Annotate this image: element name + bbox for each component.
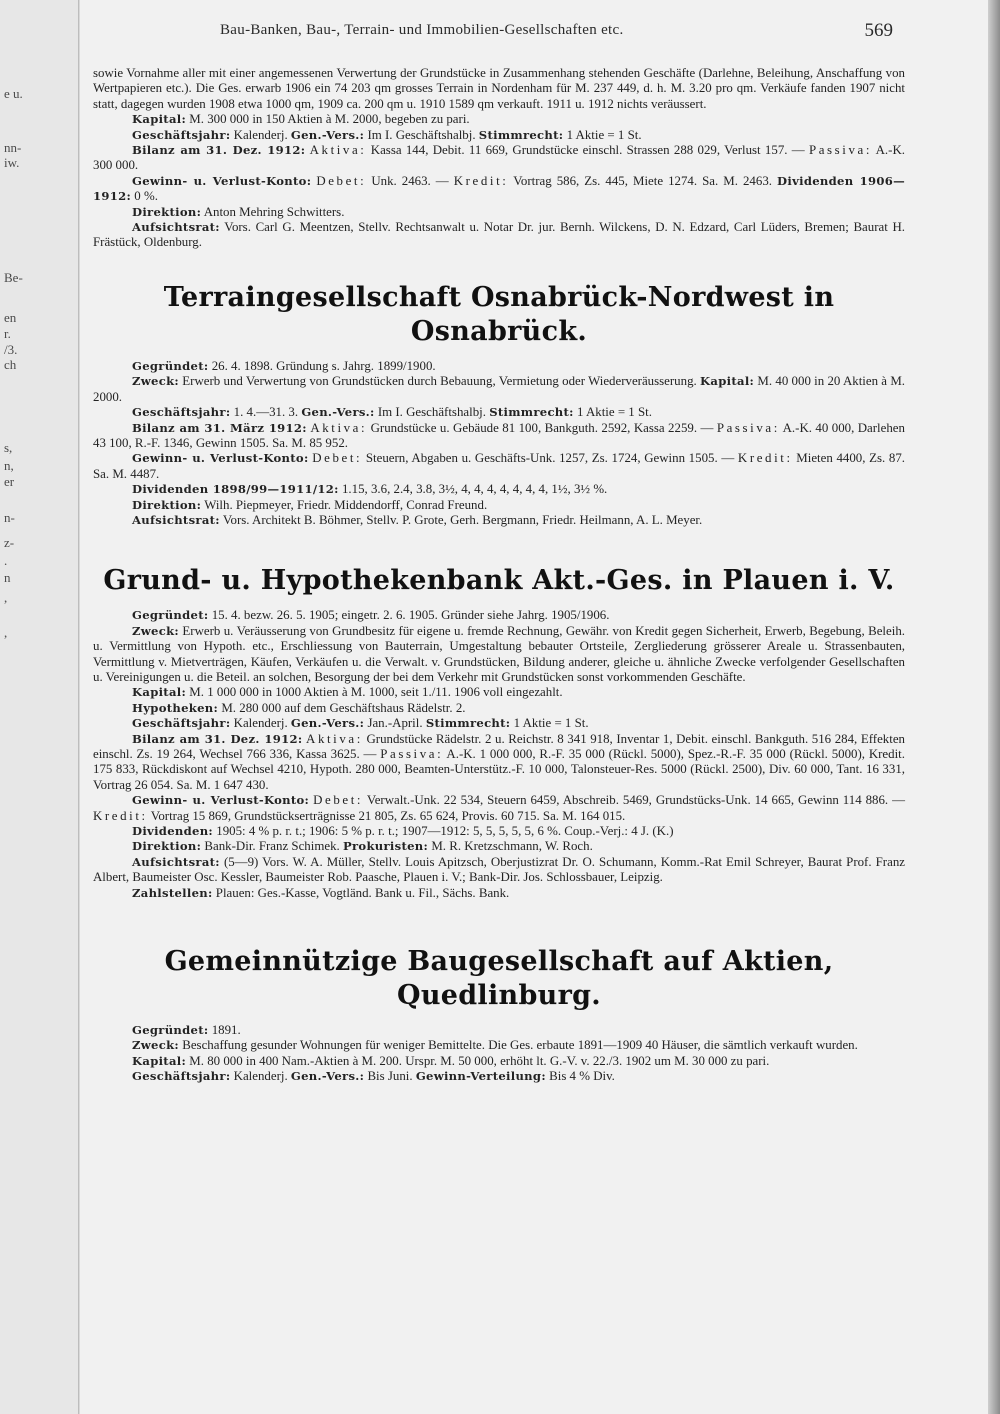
gegruendet-label: Gegründet: [132,608,209,623]
margin-fragment: n- [4,510,15,525]
gv-label: Gen.-Vers.: [290,716,365,731]
section-title-plauen: Grund- u. Hypothekenbank Akt.-Ges. in Plauen i. V. [103,565,895,597]
gj-text: Kalenderj. [233,127,288,142]
direktion-text: Bank-Dir. Franz Schimek. [204,839,340,854]
aktiva-word: Aktiva: [306,731,363,746]
aufsichtsrat-text: (5—9) Vors. W. A. Müller, Stellv. Louis Apitzsch, Oberjustizrat Dr. O. Schumann, Komm.-Rat Emil Schreyer, Baurat Prof. Franz Albert, Baumeister Osc. Kessler, Baumeister Rob. Paasche, Plauen i. V.; Bank-Dir. Jos. Schlossbauer, Leipzig. [93,854,905,885]
zweck-label: Zweck: [132,623,179,638]
bilanz-entry [93,732,905,794]
kredit-text: Vortrag 15 869, Grundstückserträgnisse 21 805, Zs. 65 624, Provis. 60 715. Sa. M. 164 015. [150,808,626,823]
direktion-label: Direktion: [132,497,202,512]
section-title-osnabrueck: Terraingesellschaft Osnabrück-Nordwest in Osnabrück. [163,281,835,347]
continuation-paragraph: sowie Vornahme aller mit einer angemessenen Verwertung der Grundstücke in Zusammenhang stehenden Geschäfte (Darlehne, Beleihung, Anschaffung von Wertpapieren etc.). Die Ges. erwarb 1906 ein 74 203 qm grosses Terrain in Nordenham für M. 237 449, d. h. M. 3.20 pro qm. Verkäufe fanden 1907 nicht statt, dagegen wurden 1908 etwa 1000 qm, 1909 ca. 200 qm u. 1910 1589 qm verkauft. 1911 u. 1912 nichts veräussert. [93,66,905,111]
kapital-label: Kapital: [132,112,187,127]
geschaeftsjahr-entry [93,716,905,731]
bilanz-entry [93,143,905,174]
direktion-entry [93,839,905,854]
gv-text: Im I. Geschäftshalbj. [367,127,476,142]
zweck-entry [93,374,905,405]
stimmrecht-label: Stimmrecht: [489,405,574,420]
gv-text: Bis Juni. [367,1069,413,1084]
direktion-text: Anton Mehring Schwitters. [203,204,345,219]
stimmrecht-label: Stimmrecht: [478,127,564,142]
margin-fragment: Be- [4,270,23,285]
gewinn-verteilung-label: Gewinn-Verteilung: [415,1069,546,1084]
direktion-label: Direktion: [132,204,202,219]
bilanz-entry [93,421,905,452]
passiva-text: A.-K. 300 000. [93,143,905,173]
geschaeftsjahr-entry [93,128,905,143]
direktion-entry [93,205,905,220]
gegruendet-label: Gegründet: [132,1023,209,1038]
margin-fragment: r. [4,326,11,341]
stimmrecht-text: 1 Aktie = 1 St. [577,405,652,420]
gv-label: Gen.-Vers.: [290,1069,365,1084]
aufsichtsrat-label: Aufsichtsrat: [132,512,220,527]
bilanz-label: Bilanz am 31. März 1912: [132,420,307,435]
kapital-text: M. 40 000 in 20 Aktien à M. 2000. [93,374,905,404]
dividenden-label: Dividenden 1898/99—1911/12: [132,482,339,497]
kapital-entry [93,112,905,127]
hypotheken-label: Hypotheken: [132,700,219,715]
kapital-label: Kapital: [132,1053,187,1068]
aktiva-text: Grundstücke u. Gebäude 81 100, Bankguth. 2592, Kassa 2259. — [370,420,714,435]
gegruendet-label: Gegründet: [132,358,209,373]
zweck-text: Erwerb u. Veräusserung von Grundbesitz für eigene u. fremde Rechnung, Gewähr. von Kredit gegen Sicherheit, Erwerb, Begebung, Beleih. u. Vermittlung von Hypoth. etc., Erschliessung von Bauterrain, Umgestaltung bebauter Ortsteile, Zergliederung grösserer Areale u. Strassenbauten, Vermittlung v. Mietverträgen, Käufen, Verkäufen u. die Verwalt. v. Grundstücken, Bildung anderer, gleiche u. ähnliche Zwecke verfolgender Gesellschaften u. Vereinigungen u. die Beteil. an solchen, Besorgung der bei dem Verkehr mit Grundstücken sonst vorkommenden Geschäfte. [93,623,905,684]
stimmrecht-text: 1 Aktie = 1 St. [513,716,589,731]
margin-fragment: er [4,474,15,489]
passiva-word: Passiva: [380,747,444,761]
gv-label: Gen.-Vers.: [290,127,365,142]
margin-fragment: z- [4,535,15,550]
passiva-text: A.-K. 1 000 000, R.-F. 35 000 (Rückl. 5000), Spez.-R.-F. 35 000 (Rückl. 5000), Kredit. 175 833, Rückdiskont auf Wechsel 4210, Hypoth. 280 000, Beamten-Unterstütz.-F. 10 000, Talonsteuer-Res. 5000 (Rückl. 2500), Div. 60 000, Tant. 16 331, Vortrag 26 054. Sa. M. 1 647 430. [93,747,905,792]
margin-fragment: /3. [4,342,18,357]
page-body [93,66,905,1085]
page-number: 569 [864,20,893,41]
prokuristen-label: Prokuristen: [342,839,429,854]
passiva-word: Passiva: [808,143,873,158]
debet-word: Debet: [312,451,363,466]
gewinn-label: Gewinn- u. Verlust-Konto: [132,451,309,466]
zweck-text: Beschaffung gesunder Wohnungen für weniger Bemittelte. Die Ges. erbaute 1891—1909 40 Häuser, die sämtlich verkauft wurden. [182,1038,858,1053]
stimmrecht-label: Stimmrecht: [425,716,511,731]
gegruendet-entry [93,608,905,623]
debet-text: Verwalt.-Unk. 22 534, Steuern 6459, Abschreib. 5469, Grundstücks-Unk. 14 665, Gewinn 114 886. — [366,793,906,808]
margin-fragment: ch [4,357,17,372]
gj-label: Geschäftsjahr: [132,405,231,420]
zweck-entry [93,1038,905,1053]
zweck-text: Erwerb und Verwertung von Grundstücken durch Bebauung, Vermietung oder Wiederveräusserung. [182,374,697,389]
direktion-entry [93,498,905,513]
passiva-text: A.-K. 40 000, Darlehen 43 100, R.-F. 1346, Gewinn 1505. Sa. M. 85 952. [93,420,905,450]
gewinn-entry [93,793,905,824]
aktiva-word: Aktiva: [309,143,367,158]
zweck-label: Zweck: [132,374,179,389]
margin-fragment: iw. [4,155,20,170]
bilanz-label: Bilanz am 31. Dez. 1912: [132,731,303,746]
gewinn-label: Gewinn- u. Verlust-Konto: [132,173,312,188]
dividenden-label: Dividenden 1906—1912: [93,173,905,204]
hypotheken-text: M. 280 000 auf dem Geschäftshaus Rädelstr. 2. [221,700,466,715]
gj-label: Geschäftsjahr: [132,1069,231,1084]
gewinn-entry [93,174,905,205]
running-header-title: Bau-Banken, Bau-, Terrain- und Immobilien-Gesellschaften etc. [220,22,624,38]
aufsichtsrat-entry [93,220,905,251]
dividenden-entry [93,824,905,839]
kredit-word: Kredit: [737,451,793,466]
gv-label: Gen.-Vers.: [301,405,375,420]
aktiva-text: Kassa 144, Debit. 11 669, Grundstücke einschl. Strassen 288 029, Verlust 157. — [370,143,805,158]
kredit-word: Kredit: [453,173,509,188]
margin-fragment: , [4,590,8,605]
margin-fragment: . [4,553,8,568]
margin-fragment: n [4,570,11,585]
gewinn-entry [93,451,905,482]
margin-fragment: en [4,310,17,325]
gewinn-verteilung-text: Bis 4 % Div. [549,1069,615,1084]
kredit-word: Kredit: [93,808,148,823]
direktion-label: Direktion: [132,839,202,854]
zweck-entry [93,624,905,686]
aktiva-word: Aktiva: [310,420,368,435]
gj-text: Kalenderj. [233,1069,288,1084]
stimmrecht-text: 1 Aktie = 1 St. [566,127,642,142]
prokuristen-text: M. R. Kretzschmann, W. Roch. [431,839,593,854]
kapital-label: Kapital: [132,685,187,700]
gegruendet-entry [93,1023,905,1038]
zahlstellen-entry [93,886,905,901]
kapital-text: M. 1 000 000 in 1000 Aktien à M. 1000, seit 1./11. 1906 voll eingezahlt. [189,685,563,700]
margin-fragment: s, [4,440,13,455]
gewinn-label: Gewinn- u. Verlust-Konto: [132,793,310,808]
hypotheken-entry [93,701,905,716]
margin-fragment: nn- [4,140,22,155]
adjacent-page-margin [0,0,79,1414]
bilanz-label: Bilanz am 31. Dez. 1912: [132,143,306,158]
aufsichtsrat-label: Aufsichtsrat: [132,854,220,869]
kapital-text: M. 80 000 in 400 Nam.-Aktien à M. 200. Urspr. M. 50 000, erhöht lt. G.-V. v. 22./3. 1902 um M. 30 000 zu pari. [189,1053,770,1068]
debet-word: Debet: [313,793,364,808]
gj-text: 1. 4.—31. 3. [233,405,299,420]
debet-text: Steuern, Abgaben u. Geschäfts-Unk. 1257, Zs. 1724, Gewinn 1505. — [365,451,735,466]
passiva-word: Passiva: [716,420,780,435]
margin-fragment: , [4,625,8,640]
section-title-quedlinburg: Gemeinnützige Baugesellschaft auf Aktien, Quedlinburg. [164,946,834,1012]
kapital-text: M. 300 000 in 150 Aktien à M. 2000, begeben zu pari. [189,112,470,127]
zweck-label: Zweck: [132,1038,179,1053]
dividenden-label: Dividenden: [132,824,214,839]
dividenden-entry [93,482,905,497]
gegruendet-text: 26. 4. 1898. Gründung s. Jahrg. 1899/1900. [211,358,436,373]
kredit-text: Vortrag 586, Zs. 445, Miete 1274. Sa. M. 2463. [513,173,772,188]
aktiva-text: Grundstücke Rädelstr. 2 u. Reichstr. 8 341 918, Inventar 1, Debit. einschl. Bankguth. 516 284, Effekten einschl. Zs. 19 264, Wechsel 766 336, Kassa 3625. — [93,731,905,761]
aufsichtsrat-entry [93,855,905,886]
debet-text: Unk. 2463. — [371,173,449,188]
gegruendet-text: 1891. [211,1023,241,1038]
gegruendet-text: 15. 4. bezw. 26. 5. 1905; eingetr. 2. 6. 1905. Gründer siehe Jahrg. 1905/1906. [211,608,610,623]
zahlstellen-label: Zahlstellen: [132,885,213,900]
margin-fragment: n, [4,458,14,473]
kredit-text: Mieten 4400, Zs. 87. Sa. M. 4487. [93,451,906,481]
gj-label: Geschäftsjahr: [132,127,231,142]
gj-text: Kalenderj. [233,716,288,731]
running-header [80,22,988,44]
kapital-entry [93,1054,905,1069]
gv-text: Im I. Geschäftshalbj. [377,405,486,420]
dividenden-text: 0 %. [134,189,158,204]
aufsichtsrat-label: Aufsichtsrat: [132,220,220,235]
aufsichtsrat-text: Vors. Carl G. Meentzen, Stellv. Rechtsanwalt u. Notar Dr. jur. Bernh. Wilckens, D. N. Edzard, Carl Lüders, Bremen; Baurat H. Frästück, Oldenburg. [93,220,905,250]
kapital-entry [93,685,905,700]
dividenden-text: 1905: 4 % p. r. t.; 1906: 5 % p. r. t.; 1907—1912: 5, 5, 5, 5, 5, 6 %. Coup.-Verj.: 4 J. (K.) [216,824,674,839]
margin-fragment: e u. [4,86,23,101]
page-edge-shadow [988,0,1000,1414]
kapital-label: Kapital: [700,374,755,389]
aufsichtsrat-entry [93,513,905,528]
book-page [80,0,988,1414]
debet-word: Debet: [316,173,367,188]
gj-label: Geschäftsjahr: [132,716,231,731]
aufsichtsrat-text: Vors. Architekt B. Böhmer, Stellv. P. Grote, Gerh. Bergmann, Friedr. Heilmann, A. L. Meyer. [222,512,703,527]
gegruendet-entry [93,359,905,374]
direktion-text: Wilh. Piepmeyer, Friedr. Middendorff, Conrad Freund. [204,497,488,512]
geschaeftsjahr-entry [93,1069,905,1084]
zahlstellen-text: Plauen: Ges.-Kasse, Vogtländ. Bank u. Fil., Sächs. Bank. [215,885,510,900]
geschaeftsjahr-entry [93,405,905,420]
gv-text: Jan.-April. [367,716,423,731]
dividenden-text: 1.15, 3.6, 2.4, 3.8, 3½, 4, 4, 4, 4, 4, 4, 4, 1½, 3½ %. [341,482,608,497]
